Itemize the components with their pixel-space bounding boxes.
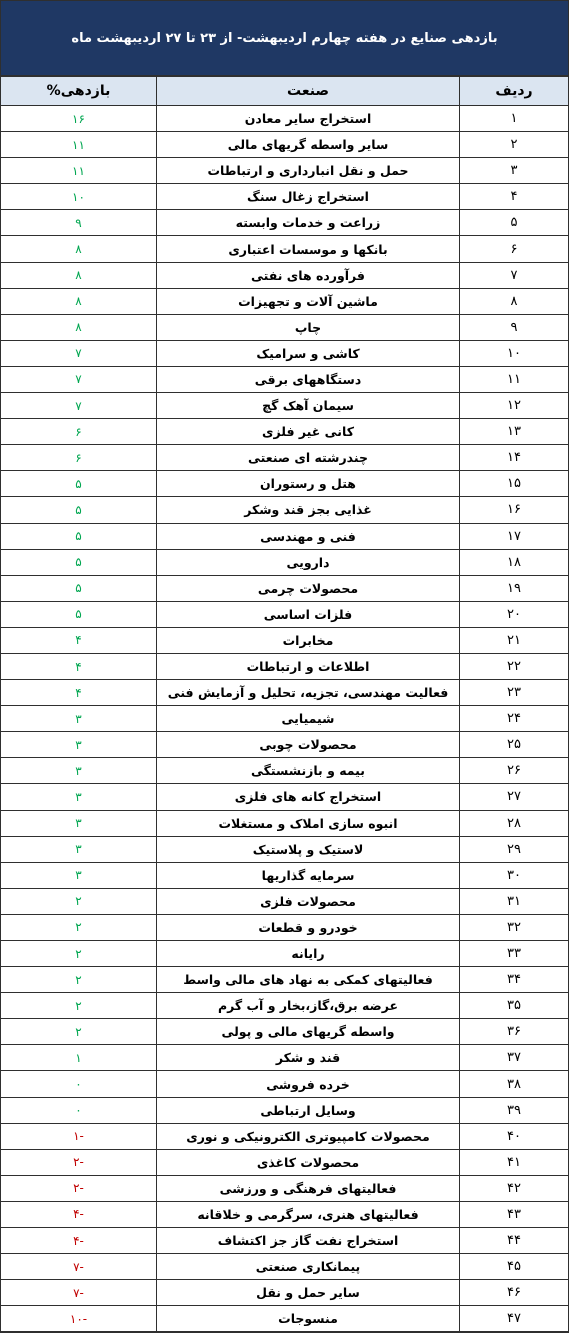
row-industry-cell: ماشین آلات و تجهیزات [157, 288, 460, 314]
table-row [1, 236, 568, 262]
row-rank-cell: ۱۸ [460, 549, 569, 575]
row-industry-cell: سایر حمل و نقل [157, 1280, 460, 1306]
row-rank-cell: ۱۴ [460, 445, 569, 471]
row-industry-cell: فرآورده های نفتی [157, 262, 460, 288]
row-rank-cell: ۱۰ [460, 340, 569, 366]
header-rank: ردیف [460, 77, 569, 106]
row-return-cell: ۲ [1, 941, 157, 967]
row-rank-cell: ۲۳ [460, 680, 569, 706]
row-return-cell: ۷ [1, 340, 157, 366]
row-rank-cell: ۴۲ [460, 1175, 569, 1201]
row-industry-cell: سیمان آهک گچ [157, 393, 460, 419]
table-row [1, 262, 568, 288]
row-return-cell: ۶ [1, 445, 157, 471]
row-rank-cell: ۴۱ [460, 1149, 569, 1175]
row-industry-cell: فعالیتهای کمکی به نهاد های مالی واسط [157, 967, 460, 993]
row-return-cell: ۷ [1, 366, 157, 392]
row-return-cell: ۳ [1, 784, 157, 810]
table-row [1, 523, 568, 549]
row-rank-cell: ۹ [460, 314, 569, 340]
row-rank-cell: ۴۵ [460, 1254, 569, 1280]
row-industry-cell: قند و شکر [157, 1045, 460, 1071]
row-industry-cell: محصولات چرمی [157, 575, 460, 601]
table-row [1, 575, 568, 601]
table-row [1, 627, 568, 653]
table-row [1, 601, 568, 627]
row-rank-cell: ۲۱ [460, 627, 569, 653]
table-row [1, 497, 568, 523]
table-row [1, 471, 568, 497]
table-row [1, 836, 568, 862]
row-industry-cell: چاپ [157, 314, 460, 340]
row-industry-cell: انبوه سازی املاک و مستغلات [157, 810, 460, 836]
row-return-cell: ۳ [1, 732, 157, 758]
row-industry-cell: فنی و مهندسی [157, 523, 460, 549]
table-row [1, 784, 568, 810]
row-rank-cell: ۱۶ [460, 497, 569, 523]
table-row [1, 366, 568, 392]
row-return-cell: ۴ [1, 653, 157, 679]
row-return-cell: -۷ [1, 1254, 157, 1280]
header-return: بازدهی% [1, 77, 157, 106]
table-row [1, 549, 568, 575]
row-industry-cell: خرده فروشی [157, 1071, 460, 1097]
row-rank-cell: ۷ [460, 262, 569, 288]
row-industry-cell: خودرو و قطعات [157, 914, 460, 940]
row-industry-cell: منسوجات [157, 1306, 460, 1332]
table-row [1, 862, 568, 888]
row-rank-cell: ۳۳ [460, 941, 569, 967]
row-return-cell: ۲ [1, 888, 157, 914]
row-rank-cell: ۵ [460, 210, 569, 236]
row-rank-cell: ۳۸ [460, 1071, 569, 1097]
table-row [1, 941, 568, 967]
row-industry-cell: چندرشته ای صنعتی [157, 445, 460, 471]
row-return-cell: ۸ [1, 236, 157, 262]
row-return-cell: ۵ [1, 575, 157, 601]
table-row [1, 1201, 568, 1227]
row-return-cell: -۲ [1, 1175, 157, 1201]
row-return-cell: ۸ [1, 288, 157, 314]
row-rank-cell: ۱۲ [460, 393, 569, 419]
table-row [1, 888, 568, 914]
row-industry-cell: استخراج کانه های فلزی [157, 784, 460, 810]
row-industry-cell: دارویی [157, 549, 460, 575]
table-row [1, 810, 568, 836]
row-industry-cell: کانی غیر فلزی [157, 419, 460, 445]
row-rank-cell: ۲۵ [460, 732, 569, 758]
table-row [1, 1280, 568, 1306]
row-industry-cell: شیمیایی [157, 706, 460, 732]
row-return-cell: ۳ [1, 810, 157, 836]
row-return-cell: ۲ [1, 967, 157, 993]
row-rank-cell: ۲۲ [460, 653, 569, 679]
row-return-cell: -۱۰ [1, 1306, 157, 1332]
row-rank-cell: ۲ [460, 132, 569, 158]
row-return-cell: ۱ [1, 1045, 157, 1071]
table-row [1, 1045, 568, 1071]
row-rank-cell: ۲۶ [460, 758, 569, 784]
table-row [1, 445, 568, 471]
row-rank-cell: ۳۶ [460, 1019, 569, 1045]
table-row [1, 993, 568, 1019]
row-return-cell: ۲ [1, 1019, 157, 1045]
row-rank-cell: ۸ [460, 288, 569, 314]
row-return-cell: ۱۱ [1, 132, 157, 158]
row-rank-cell: ۳۵ [460, 993, 569, 1019]
table-row [1, 914, 568, 940]
row-industry-cell: استخراج سایر معادن [157, 106, 460, 132]
table-row [1, 1254, 568, 1280]
row-rank-cell: ۶ [460, 236, 569, 262]
row-return-cell: -۲ [1, 1149, 157, 1175]
row-industry-cell: زراعت و خدمات وابسته [157, 210, 460, 236]
row-rank-cell: ۱ [460, 106, 569, 132]
table-row [1, 1149, 568, 1175]
row-industry-cell: محصولات چوبی [157, 732, 460, 758]
row-industry-cell: مخابرات [157, 627, 460, 653]
row-rank-cell: ۱۹ [460, 575, 569, 601]
row-return-cell: -۴ [1, 1201, 157, 1227]
table-row [1, 1123, 568, 1149]
row-return-cell: ۴ [1, 627, 157, 653]
table-row [1, 1175, 568, 1201]
row-rank-cell: ۱۷ [460, 523, 569, 549]
row-rank-cell: ۲۹ [460, 836, 569, 862]
row-rank-cell: ۱۱ [460, 366, 569, 392]
row-industry-cell: اطلاعات و ارتباطات [157, 653, 460, 679]
row-return-cell: ۵ [1, 471, 157, 497]
row-industry-cell: عرضه برق،گاز،بخار و آب گرم [157, 993, 460, 1019]
row-return-cell: ۸ [1, 314, 157, 340]
table-row [1, 706, 568, 732]
table-row [1, 1097, 568, 1123]
row-industry-cell: رایانه [157, 941, 460, 967]
row-industry-cell: فعالیتهای فرهنگی و ورزشی [157, 1175, 460, 1201]
row-return-cell: ۳ [1, 862, 157, 888]
row-industry-cell: فعالیتهای هنری، سرگرمی و خلاقانه [157, 1201, 460, 1227]
row-industry-cell: فعالیت مهندسی، تجزیه، تحلیل و آزمایش فنی [157, 680, 460, 706]
row-return-cell: ۵ [1, 523, 157, 549]
row-industry-cell: سایر واسطه گریهای مالی [157, 132, 460, 158]
row-rank-cell: ۳ [460, 158, 569, 184]
row-return-cell: ۲ [1, 914, 157, 940]
row-rank-cell: ۲۰ [460, 601, 569, 627]
row-rank-cell: ۲۴ [460, 706, 569, 732]
row-industry-cell: سرمایه گذاریها [157, 862, 460, 888]
row-return-cell: ۹ [1, 210, 157, 236]
row-return-cell: ۰ [1, 1071, 157, 1097]
row-return-cell: ۲ [1, 993, 157, 1019]
row-return-cell: ۶ [1, 419, 157, 445]
row-industry-cell: محصولات کامپیوتری الکترونیکی و نوری [157, 1123, 460, 1149]
row-rank-cell: ۲۷ [460, 784, 569, 810]
header-industry: صنعت [157, 77, 460, 106]
row-return-cell: ۵ [1, 601, 157, 627]
table-row [1, 419, 568, 445]
industry-returns-table [1, 76, 568, 1332]
table-row [1, 1228, 568, 1254]
table-row [1, 1306, 568, 1332]
table-row [1, 210, 568, 236]
row-industry-cell: استخراج زغال سنگ [157, 184, 460, 210]
row-return-cell: -۷ [1, 1280, 157, 1306]
table-row [1, 184, 568, 210]
row-return-cell: ۳ [1, 836, 157, 862]
row-return-cell: ۷ [1, 393, 157, 419]
row-industry-cell: فلزات اساسی [157, 601, 460, 627]
row-industry-cell: وسایل ارتباطی [157, 1097, 460, 1123]
row-return-cell: -۴ [1, 1228, 157, 1254]
row-rank-cell: ۴۴ [460, 1228, 569, 1254]
row-rank-cell: ۲۸ [460, 810, 569, 836]
table-row [1, 340, 568, 366]
header-row [1, 77, 568, 106]
row-rank-cell: ۴۷ [460, 1306, 569, 1332]
table-row [1, 314, 568, 340]
row-rank-cell: ۳۷ [460, 1045, 569, 1071]
row-industry-cell: غذایی بجز قند وشکر [157, 497, 460, 523]
table-row [1, 680, 568, 706]
row-rank-cell: ۳۴ [460, 967, 569, 993]
row-industry-cell: لاستیک و پلاستیک [157, 836, 460, 862]
table-row [1, 732, 568, 758]
row-industry-cell: محصولات کاغذی [157, 1149, 460, 1175]
row-industry-cell: محصولات فلزی [157, 888, 460, 914]
table-row [1, 653, 568, 679]
row-return-cell: -۱ [1, 1123, 157, 1149]
row-return-cell: ۳ [1, 758, 157, 784]
row-rank-cell: ۱۵ [460, 471, 569, 497]
table-row [1, 106, 568, 132]
table-row [1, 758, 568, 784]
row-return-cell: ۳ [1, 706, 157, 732]
row-return-cell: ۱۶ [1, 106, 157, 132]
table-title: بازدهی صنایع در هفته چهارم اردیبهشت- از ۲۳ تا ۲۷ اردیبهشت ماه [1, 1, 568, 76]
row-return-cell: ۴ [1, 680, 157, 706]
table-row [1, 1071, 568, 1097]
row-rank-cell: ۳۹ [460, 1097, 569, 1123]
table-row [1, 158, 568, 184]
row-return-cell: ۸ [1, 262, 157, 288]
table-row [1, 132, 568, 158]
row-return-cell: ۱۰ [1, 184, 157, 210]
row-rank-cell: ۳۱ [460, 888, 569, 914]
row-return-cell: ۵ [1, 497, 157, 523]
row-industry-cell: حمل و نقل انبارداری و ارتباطات [157, 158, 460, 184]
row-industry-cell: واسطه گریهای مالی و پولی [157, 1019, 460, 1045]
table-row [1, 288, 568, 314]
row-rank-cell: ۳۰ [460, 862, 569, 888]
row-industry-cell: بیمه و بازنشستگی [157, 758, 460, 784]
row-industry-cell: استخراج نفت گاز جز اکتشاف [157, 1228, 460, 1254]
row-rank-cell: ۴۳ [460, 1201, 569, 1227]
row-rank-cell: ۴۰ [460, 1123, 569, 1149]
table-body [1, 106, 568, 1332]
row-return-cell: ۱۱ [1, 158, 157, 184]
row-industry-cell: بانکها و موسسات اعتباری [157, 236, 460, 262]
table-row [1, 967, 568, 993]
row-rank-cell: ۱۳ [460, 419, 569, 445]
row-rank-cell: ۴ [460, 184, 569, 210]
row-industry-cell: دستگاههای برقی [157, 366, 460, 392]
row-return-cell: ۰ [1, 1097, 157, 1123]
row-return-cell: ۵ [1, 549, 157, 575]
row-industry-cell: پیمانکاری صنعتی [157, 1254, 460, 1280]
row-industry-cell: هتل و رستوران [157, 471, 460, 497]
table-row [1, 1019, 568, 1045]
row-rank-cell: ۳۲ [460, 914, 569, 940]
table-row [1, 393, 568, 419]
row-rank-cell: ۴۶ [460, 1280, 569, 1306]
row-industry-cell: کاشی و سرامیک [157, 340, 460, 366]
